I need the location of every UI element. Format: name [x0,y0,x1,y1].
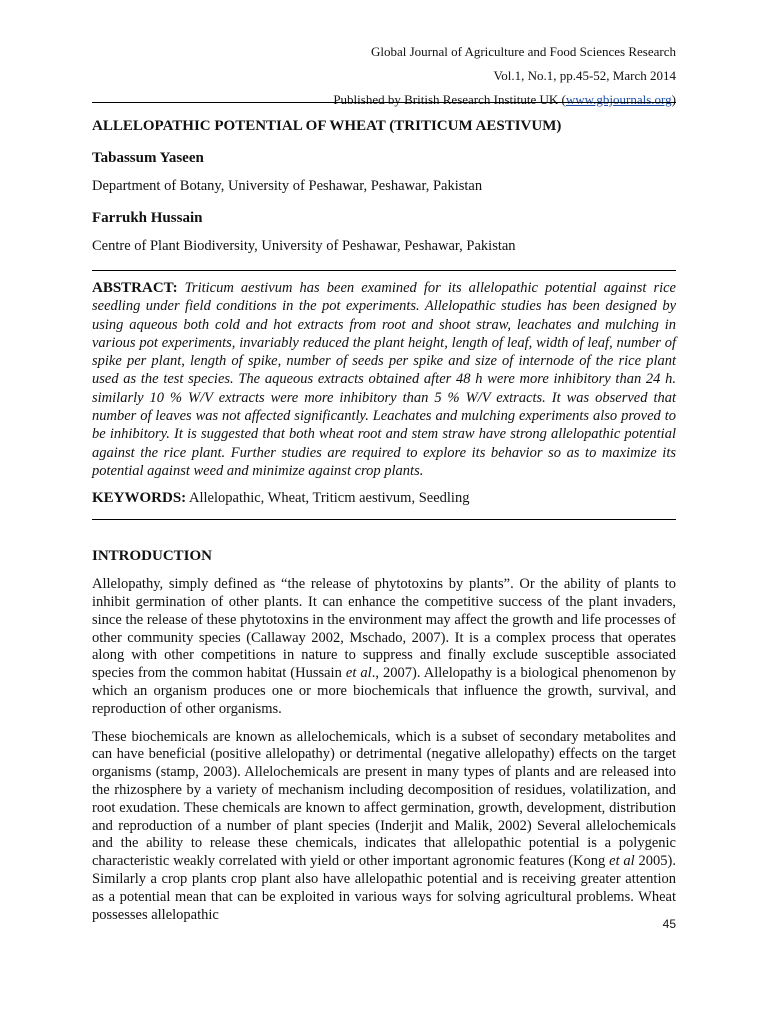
abstract [92,279,676,480]
publisher-line [92,88,676,114]
header-divider [92,102,676,103]
abstract-label: ABSTRACT: [92,280,178,296]
journal-name: Global Journal of Agriculture and Food Sciences Research [370,44,676,59]
abstract-text: Triticum aestivum has been examined for its allelopathic potential against rice seedling under field conditions in the pot experiments. Allelopathic studies has been designed by using aqueous both cold and hot extracts from root and shoot straw, leachates and mulching in various pot experiments, invariably reduced the plant height, length of leaf, width of leaf, number of spike per plant, length of spike, number of seeds per spike and size of internode of the rice plant used as the test species. The aqueous extracts obtained after 48 h were more inhibitory than 24 h. similarly 10 % W/V extracts were more inhibitory than 5 % W/V extracts. It was observed that number of leaves was not affected significantly. Leachates and mulching experiments also proved to be inhibitory. It is suggested that both wheat root and stem straw have strong allelopathic potential against the rice plant. Further studies are required to explore its behavior so as to maximize its potential against weed and minimize against crop plants. [92,280,676,479]
author-name: Farrukh Hussain [92,210,203,226]
author-name: Tabassum Yaseen [92,150,204,166]
publisher-link[interactable]: www.gbjournals.org [565,92,672,107]
abstract-top-divider [92,270,676,271]
author-affiliation: Centre of Plant Biodiversity, University of Peshawar, Peshawar, Pakistan [92,238,516,254]
publisher-suffix: ) [671,92,676,107]
publisher-prefix: Published by British Research Institute UK ( [333,92,566,107]
keywords [92,488,676,508]
author-affiliation: Department of Botany, University of Peshawar, Peshawar, Pakistan [92,178,483,194]
intro-paragraph-2: These biochemicals are known as allelochemicals, which is a subset of secondary metabolites and can have beneficial (positive allelopathy) or detrimental (negative allelopathy) effects on the target organisms (stamp, 2003). Allelochemicals are present in many types of plants and are released into the rhizosphere by a variety of mechanism including decomposition of residues, volatilization, and root exudation. These chemicals are known to affect germination, growth, development, distribution and reproduction of a number of plant species (Inderjit and Malik, 2002) Several allelochemicals and the ability to release these chemicals, indicates that allelopathic potential is a polygenic characteristic weakly correlated with yield or other important agronomic features (Kong et al 2005). Similarly a crop plants crop plant also have allelopathic potential and is receiving greater attention as a potential mean that can be exploited in various ways for solving agricultural problems. Wheat possesses allelopathic [92,728,676,923]
keywords-label: KEYWORDS: [92,490,187,507]
intro-paragraph-1: Allelopathy, simply defined as “the release of phytotoxins by plants”. Or the ability of plants to inhibit germination of other plants. It can enhance the competitive success of the plant invaders, since the release of these phytotoxins in the environment may affect the growth and life processes of other community species (Callaway 2002, Mschado, 2007). It is a complex process that operates along with other competitions in nature to suppress and finally exclude susceptible associated species from the common habitat (Hussain et al., 2007). Allelopathy is a biological phenomenon by which an organism produces one or more biochemicals that influence the growth, survival, and reproduction of other organisms. [92,576,676,717]
keywords-text: Allelopathic, Wheat, Triticm aestivum, Seedling [189,490,470,507]
paper-title: ALLELOPATHIC POTENTIAL OF WHEAT (TRITICUM AESTIVUM) [92,118,562,134]
abstract-bottom-divider [92,519,676,520]
page-number: 45 [662,917,676,931]
journal-volume: Vol.1, No.1, pp.45-52, March 2014 [493,68,676,83]
paper-body [92,116,676,934]
section-heading-introduction: INTRODUCTION [92,548,213,565]
